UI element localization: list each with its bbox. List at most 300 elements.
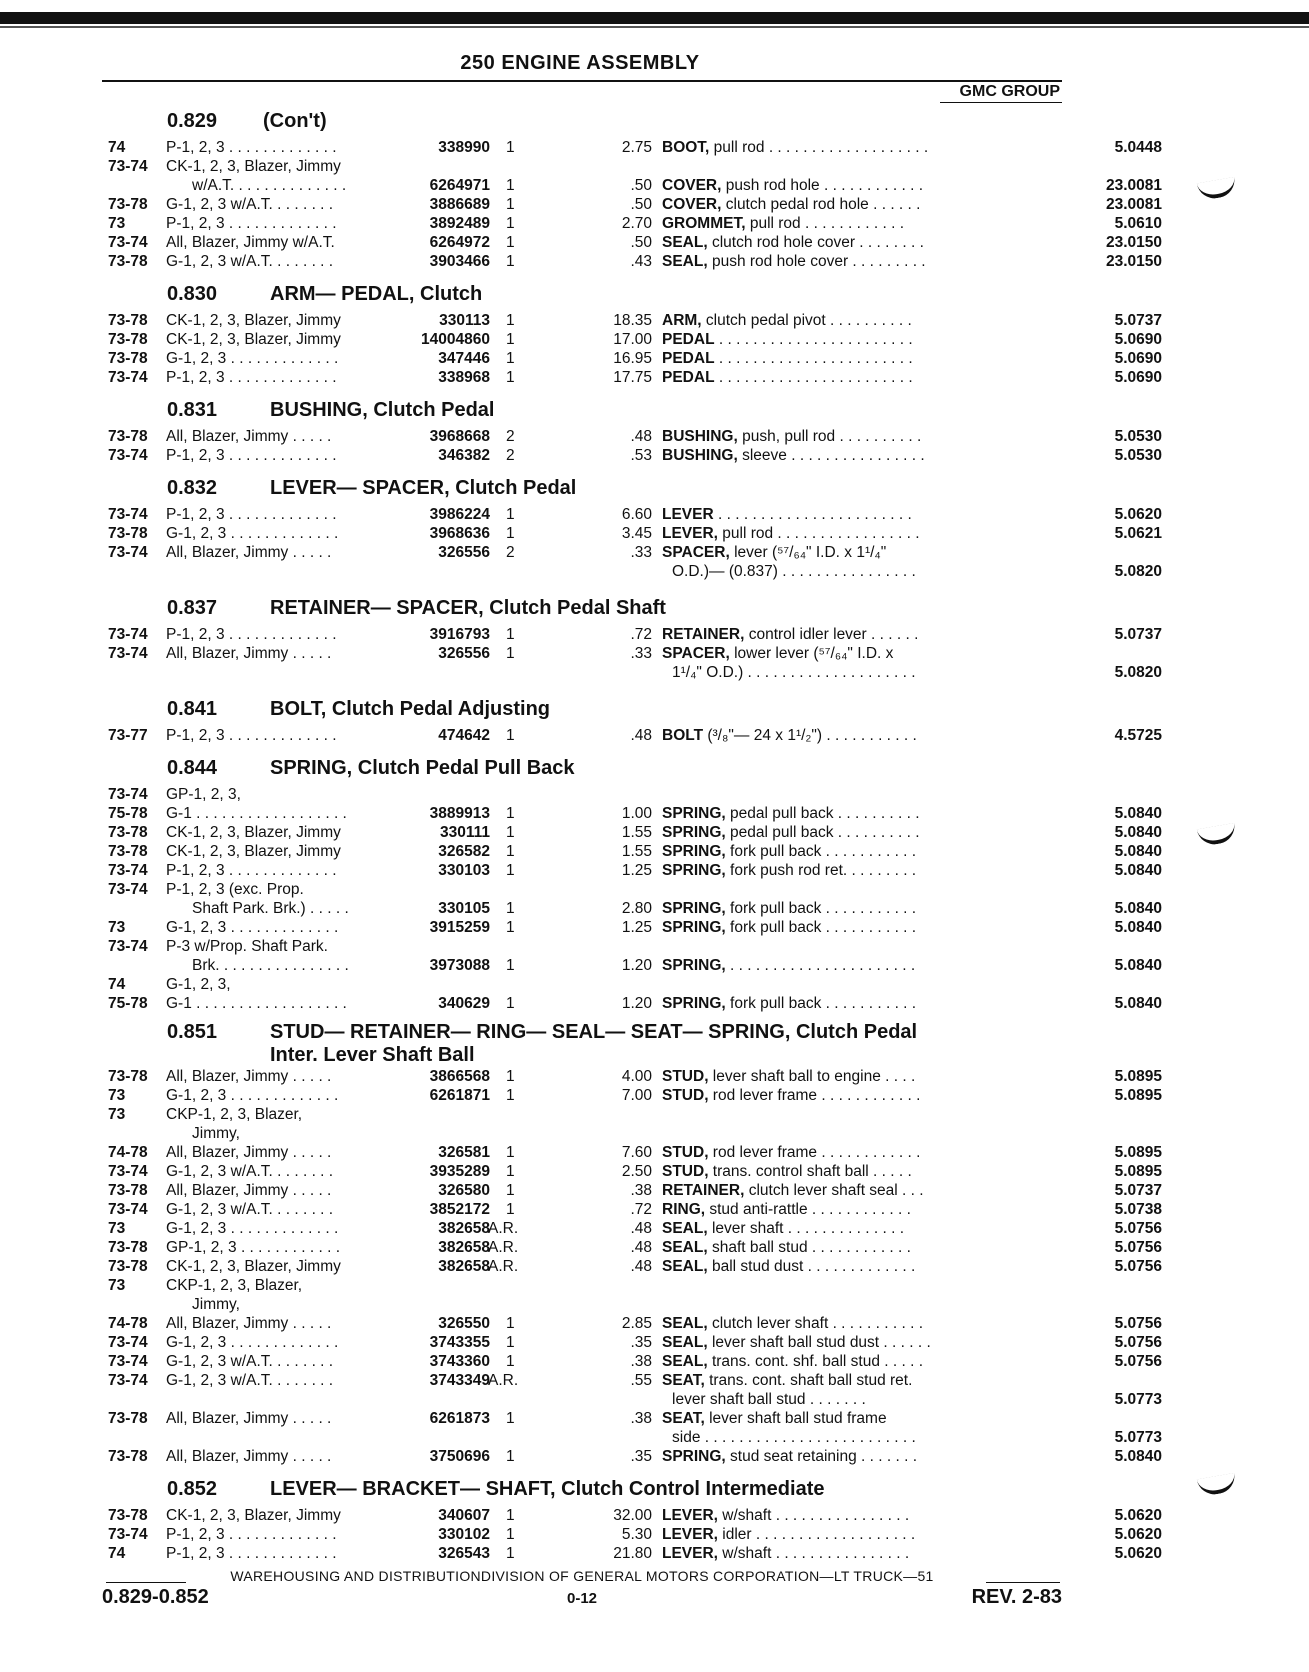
description-text: trans. cont. shaft ball stud ret.: [704, 1372, 913, 1389]
list-price: .48: [630, 1258, 652, 1275]
part-number: 330102: [438, 1526, 490, 1543]
part-number: 6264972: [429, 234, 490, 251]
part-keyword: RING,: [662, 1201, 706, 1218]
section-title: STUD— RETAINER— RING— SEAL— SEAT— SPRING, Clutch Pedal: [270, 1021, 918, 1043]
footer-group-range: 0.829-0.852: [102, 1586, 209, 1608]
part-keyword: SPRING,: [662, 824, 726, 841]
model-application: G-1, 2, 3 . . . . . . . . . . . . .: [166, 525, 339, 542]
part-row: [102, 1428, 1162, 1447]
part-description: [662, 368, 1058, 387]
gmc-group-number: 5.0840: [1114, 824, 1162, 841]
quantity: 2: [506, 447, 515, 464]
description-text: . . . . . . . . . . . . . . . . . . . . . . .: [713, 506, 912, 523]
list-price: .33: [630, 544, 652, 561]
part-description: [662, 1238, 1058, 1257]
model-years: 73-74: [108, 158, 148, 175]
model-application: Brk. . . . . . . . . . . . . . . .: [192, 957, 349, 974]
quantity: 1: [506, 1068, 515, 1085]
gmc-group-number: 5.0840: [1114, 862, 1162, 879]
quantity: A.R.: [488, 1258, 519, 1275]
list-price: 2.70: [621, 215, 652, 232]
description-text: clutch pedal rod hole . . . . . .: [721, 196, 921, 213]
model-years: 73-78: [108, 1410, 148, 1427]
gmc-group-number: 5.0756: [1114, 1334, 1162, 1351]
model-years: 73-78: [108, 1448, 148, 1465]
part-number: 330113: [439, 312, 490, 329]
quantity: 1: [506, 234, 515, 251]
part-row: [102, 1238, 1162, 1257]
section-header: [102, 277, 1082, 311]
model-years: 73: [108, 1106, 126, 1123]
part-row: [102, 1409, 1082, 1428]
section-title-continued: Inter. Lever Shaft Ball: [270, 1044, 475, 1066]
list-price: .43: [630, 253, 652, 270]
description-text: lower lever (⁵⁷/₆₄" I.D. x: [729, 645, 894, 662]
description-text: idler . . . . . . . . . . . . . . . . . . .: [717, 1526, 916, 1543]
part-keyword: ARM,: [662, 312, 702, 329]
part-row: [102, 937, 1082, 956]
list-price: .50: [630, 196, 652, 213]
gmc-group-number: 5.0756: [1114, 1239, 1162, 1256]
list-price: .48: [630, 428, 652, 445]
part-description: [662, 1525, 1058, 1544]
model-application: Jimmy,: [192, 1296, 240, 1313]
model-years: 73-74: [108, 1353, 148, 1370]
gmc-group-number: 5.0820: [1114, 664, 1162, 681]
model-application: All, Blazer, Jimmy . . . . .: [166, 1410, 332, 1427]
description-text: . . . . . . . . . . . . . . . . . . . . . . .: [714, 331, 913, 348]
section-header: [102, 1472, 1082, 1506]
part-keyword: SPRING,: [662, 957, 726, 974]
part-description: [672, 562, 1058, 581]
section-title: SPRING, Clutch Pedal Pull Back: [270, 757, 575, 779]
part-description: [662, 625, 1058, 644]
part-row: [102, 368, 1162, 387]
quantity: 1: [506, 177, 515, 194]
part-keyword: SEAT,: [662, 1410, 705, 1427]
quantity: 1: [506, 824, 515, 841]
part-row: [102, 918, 1162, 937]
description-text: fork pull back . . . . . . . . . . .: [725, 900, 917, 917]
part-row: [102, 1276, 1082, 1295]
gmc-group-number: 5.0690: [1114, 369, 1162, 386]
description-text: pull rod . . . . . . . . . . . .: [745, 215, 905, 232]
part-number: 3886689: [429, 196, 490, 213]
part-row: [102, 994, 1162, 1013]
part-number: 326543: [438, 1545, 490, 1562]
model-years: 73: [108, 1277, 126, 1294]
part-keyword: STUD,: [662, 1144, 709, 1161]
part-row: [102, 195, 1162, 214]
part-number: 14004860: [421, 331, 490, 348]
list-price: .38: [630, 1182, 652, 1199]
section-code: 0.830: [167, 283, 218, 305]
section-header: [102, 692, 1082, 726]
part-number: 3743349: [429, 1372, 490, 1389]
section-code: 0.831: [167, 399, 218, 421]
quantity: A.R.: [488, 1220, 519, 1237]
model-application: G-1 . . . . . . . . . . . . . . . . . .: [166, 995, 347, 1012]
gmc-group-number: 5.0737: [1114, 626, 1162, 643]
part-description: [662, 1143, 1058, 1162]
model-years: 73: [108, 215, 126, 232]
footer-revision: REV. 2-83: [971, 1586, 1062, 1608]
part-description: [662, 195, 1058, 214]
part-description: [662, 842, 1058, 861]
list-price: 1.25: [621, 862, 652, 879]
part-row: [102, 842, 1162, 861]
section-rows: [102, 311, 1162, 387]
model-application: G-1, 2, 3 . . . . . . . . . . . . .: [166, 350, 339, 367]
part-row: [102, 562, 1162, 581]
part-number: 326580: [438, 1182, 490, 1199]
model-application: P-1, 2, 3 . . . . . . . . . . . . .: [166, 862, 337, 879]
model-years: 73: [108, 1220, 126, 1237]
part-keyword: SPRING,: [662, 862, 726, 879]
gmc-group-number: 5.0621: [1114, 525, 1162, 542]
quantity: 1: [506, 1410, 515, 1427]
model-years: 73: [108, 1087, 126, 1104]
section-title: RETAINER— SPACER, Clutch Pedal Shaft: [270, 597, 666, 619]
part-description: [662, 311, 1058, 330]
part-row: [102, 1525, 1162, 1544]
model-years: 73-77: [108, 727, 148, 744]
model-application: P-1, 2, 3 . . . . . . . . . . . . .: [166, 1526, 337, 1543]
part-description: [662, 524, 1058, 543]
part-row: [102, 804, 1162, 823]
gmc-group-number: 5.0620: [1114, 506, 1162, 523]
description-text: sleeve . . . . . . . . . . . . . . . .: [737, 447, 925, 464]
part-description: [662, 138, 1058, 157]
model-application: P-3 w/Prop. Shaft Park.: [166, 938, 328, 955]
part-number: 3743360: [429, 1353, 490, 1370]
model-years: 73-78: [108, 525, 148, 542]
model-years: 73-74: [108, 645, 148, 662]
part-number: 3852172: [429, 1201, 490, 1218]
description-text: clutch lever shaft seal . . .: [744, 1182, 924, 1199]
description-text: lever (⁵⁷/₆₄" I.D. x 1¹/₄": [729, 544, 887, 561]
part-number: 338990: [438, 139, 490, 156]
part-description: [662, 804, 1058, 823]
part-keyword: SPRING,: [662, 900, 726, 917]
part-description: [662, 176, 1058, 195]
gmc-group-number: 5.0840: [1114, 805, 1162, 822]
part-description: [662, 543, 1058, 562]
gmc-group-number: 5.0840: [1114, 843, 1162, 860]
quantity: 1: [506, 645, 515, 662]
model-years: 73-74: [108, 1163, 148, 1180]
part-row: [102, 726, 1162, 745]
part-description: [662, 1257, 1058, 1276]
quantity: 1: [506, 626, 515, 643]
gmc-group-number: 5.0895: [1114, 1068, 1162, 1085]
part-description: [662, 330, 1058, 349]
model-years: 73-74: [108, 626, 148, 643]
quantity: 1: [506, 1353, 515, 1370]
list-price: .72: [630, 626, 652, 643]
part-row: [102, 1124, 1082, 1143]
section-rows: [102, 726, 1162, 745]
part-row: [102, 1257, 1162, 1276]
description-text: w/shaft . . . . . . . . . . . . . . . .: [717, 1507, 910, 1524]
page-title: 250 ENGINE ASSEMBLY: [460, 52, 700, 74]
gmc-group-number: 5.0530: [1114, 428, 1162, 445]
part-keyword: RETAINER,: [662, 1182, 745, 1199]
list-price: 1.20: [621, 957, 652, 974]
part-number: 338968: [438, 369, 490, 386]
part-description: [662, 994, 1058, 1013]
model-years: 73-78: [108, 1068, 148, 1085]
part-description: [662, 427, 1058, 446]
quantity: 1: [506, 1163, 515, 1180]
part-row: [102, 785, 1082, 804]
description-text: fork pull back . . . . . . . . . . .: [725, 843, 917, 860]
model-application: P-1, 2, 3 . . . . . . . . . . . . .: [166, 215, 337, 232]
part-number: 3866568: [429, 1068, 490, 1085]
part-row: [102, 214, 1162, 233]
description-text: stud seat retaining . . . . . . .: [725, 1448, 917, 1465]
part-keyword: LEVER,: [662, 525, 718, 542]
list-price: .50: [630, 234, 652, 251]
section-header: [102, 751, 1082, 785]
model-application: P-1, 2, 3 . . . . . . . . . . . . .: [166, 1545, 337, 1562]
section-code: 0.832: [167, 477, 218, 499]
part-keyword: SEAL,: [662, 1315, 708, 1332]
model-years: 75-78: [108, 805, 148, 822]
model-application: CK-1, 2, 3, Blazer, Jimmy: [166, 312, 341, 329]
list-price: 1.20: [621, 995, 652, 1012]
list-price: .33: [630, 645, 652, 662]
part-description: [662, 1181, 1058, 1200]
top-border-rule-thin: [0, 26, 1309, 28]
part-number: 326556: [438, 645, 490, 662]
description-text: rod lever frame . . . . . . . . . . . .: [708, 1144, 921, 1161]
model-application: CK-1, 2, 3, Blazer, Jimmy: [166, 158, 341, 175]
part-row: [102, 899, 1162, 918]
list-price: .35: [630, 1334, 652, 1351]
description-text: lever shaft . . . . . . . . . . . . . .: [707, 1220, 905, 1237]
part-description: [662, 233, 1058, 252]
part-description: [662, 956, 1058, 975]
part-keyword: COVER,: [662, 196, 722, 213]
quantity: 1: [506, 862, 515, 879]
section-header: [102, 393, 1082, 427]
part-number: 3750696: [429, 1448, 490, 1465]
part-keyword: COVER,: [662, 177, 722, 194]
model-years: 73-74: [108, 786, 148, 803]
quantity: 1: [506, 1334, 515, 1351]
description-text: fork pull back . . . . . . . . . . .: [725, 995, 917, 1012]
model-application: G-1, 2, 3,: [166, 976, 231, 993]
part-keyword: SPRING,: [662, 995, 726, 1012]
part-number: 340629: [438, 995, 490, 1012]
gmc-group-number: 5.0448: [1114, 139, 1162, 156]
part-keyword: SPACER,: [662, 544, 730, 561]
part-keyword: PEDAL: [662, 369, 715, 386]
description-text: rod lever frame . . . . . . . . . . . .: [708, 1087, 921, 1104]
description-text: push, pull rod . . . . . . . . . .: [737, 428, 922, 445]
description-text: clutch rod hole cover . . . . . . . .: [707, 234, 924, 251]
part-row: [102, 1143, 1162, 1162]
model-application: All, Blazer, Jimmy . . . . .: [166, 1144, 332, 1161]
section-header: [102, 471, 1082, 505]
gmc-group-rule: [940, 102, 1062, 103]
section-title: LEVER— BRACKET— SHAFT, Clutch Control Intermediate: [270, 1478, 825, 1500]
model-application: All, Blazer, Jimmy . . . . .: [166, 1448, 332, 1465]
part-keyword: SEAL,: [662, 1220, 708, 1237]
part-number: 3915259: [429, 919, 490, 936]
description-text: stud anti-rattle . . . . . . . . . . . .: [705, 1201, 911, 1218]
part-description: [662, 1086, 1058, 1105]
description-text: shaft ball stud . . . . . . . . . . . .: [707, 1239, 911, 1256]
part-number: 382658: [438, 1239, 490, 1256]
gmc-group-number: 5.0895: [1114, 1144, 1162, 1161]
part-keyword: LEVER,: [662, 1507, 718, 1524]
model-application: P-1, 2, 3 . . . . . . . . . . . . .: [166, 626, 337, 643]
model-years: 73-74: [108, 862, 148, 879]
model-application: G-1, 2, 3 . . . . . . . . . . . . .: [166, 919, 339, 936]
part-number: 3986224: [429, 506, 490, 523]
part-row: [102, 975, 1082, 994]
gmc-group-number: 5.0738: [1114, 1201, 1162, 1218]
part-row: [102, 1067, 1162, 1086]
section-code: 0.852: [167, 1478, 218, 1500]
quantity: 1: [506, 727, 515, 744]
model-years: 74-78: [108, 1144, 148, 1161]
list-price: 16.95: [613, 350, 652, 367]
part-description: [662, 918, 1058, 937]
description-text: O.D.)— (0.837) . . . . . . . . . . . . . . . .: [672, 563, 916, 580]
model-application: All, Blazer, Jimmy . . . . .: [166, 1182, 332, 1199]
model-years: 73-74: [108, 506, 148, 523]
model-years: 73-74: [108, 369, 148, 386]
quantity: 1: [506, 995, 515, 1012]
part-keyword: LEVER,: [662, 1526, 718, 1543]
binder-mark: [1197, 1473, 1238, 1497]
part-number: 347446: [438, 350, 490, 367]
model-application: GP-1, 2, 3 . . . . . . . . . . . .: [166, 1239, 340, 1256]
gmc-group-number: 23.0150: [1105, 253, 1162, 270]
quantity: 1: [506, 350, 515, 367]
section-title: LEVER— SPACER, Clutch Pedal: [270, 477, 577, 499]
part-row: [102, 1447, 1162, 1466]
list-price: .38: [630, 1353, 652, 1370]
model-application: G-1, 2, 3 w/A.T. . . . . . . .: [166, 253, 334, 270]
part-number: 330111: [439, 824, 490, 841]
model-application: GP-1, 2, 3,: [166, 786, 241, 803]
part-row: [102, 1544, 1162, 1563]
part-row: [102, 233, 1162, 252]
model-application: P-1, 2, 3 . . . . . . . . . . . . .: [166, 506, 337, 523]
model-application: CK-1, 2, 3, Blazer, Jimmy: [166, 1258, 341, 1275]
description-text: clutch lever shaft . . . . . . . . . . .: [707, 1315, 924, 1332]
quantity: 1: [506, 506, 515, 523]
description-text: fork pull back . . . . . . . . . . .: [725, 919, 917, 936]
list-price: 4.00: [621, 1068, 652, 1085]
part-row: [102, 252, 1162, 271]
list-price: .50: [630, 177, 652, 194]
part-number: 382658: [438, 1220, 490, 1237]
model-application: G-1, 2, 3 . . . . . . . . . . . . .: [166, 1334, 339, 1351]
model-application: CKP-1, 2, 3, Blazer,: [166, 1277, 303, 1294]
gmc-group-number: 5.0840: [1114, 1448, 1162, 1465]
model-years: 73-78: [108, 1239, 148, 1256]
description-text: lever shaft ball stud . . . . . . .: [672, 1391, 866, 1408]
quantity: A.R.: [488, 1239, 519, 1256]
part-keyword: RETAINER,: [662, 626, 745, 643]
quantity: 1: [506, 196, 515, 213]
model-years: 74: [108, 976, 126, 993]
list-price: 1.25: [621, 919, 652, 936]
part-number: 3916793: [429, 626, 490, 643]
part-description: [662, 1067, 1058, 1086]
model-application: P-1, 2, 3 . . . . . . . . . . . . .: [166, 369, 337, 386]
part-keyword: BUSHING,: [662, 428, 738, 445]
gmc-group-number: 5.0773: [1114, 1391, 1162, 1408]
list-price: 17.75: [613, 369, 652, 386]
gmc-group-number: 5.0690: [1114, 350, 1162, 367]
part-number: 3968668: [429, 428, 490, 445]
list-price: 6.60: [621, 506, 652, 523]
part-number: 3889913: [429, 805, 490, 822]
list-price: .48: [630, 1239, 652, 1256]
part-description: [662, 1506, 1058, 1525]
quantity: 1: [506, 1201, 515, 1218]
section-code: 0.837: [167, 597, 218, 619]
part-row: [102, 1333, 1162, 1352]
part-row: [102, 1219, 1162, 1238]
footer-rule-right: [986, 1582, 1060, 1583]
model-application: G-1 . . . . . . . . . . . . . . . . . .: [166, 805, 347, 822]
title-rule: [102, 80, 1062, 82]
model-years: 73-74: [108, 881, 148, 898]
list-price: 1.55: [621, 824, 652, 841]
quantity: 1: [506, 1507, 515, 1524]
part-row: [102, 1295, 1082, 1314]
gmc-group-number: 4.5725: [1114, 727, 1162, 744]
part-row: [102, 176, 1162, 195]
list-price: 2.50: [621, 1163, 652, 1180]
gmc-group-number: 5.0737: [1114, 312, 1162, 329]
description-text: lever shaft ball stud dust . . . . . .: [707, 1334, 931, 1351]
model-application: Jimmy,: [192, 1125, 240, 1142]
part-keyword: BOLT: [662, 727, 704, 744]
part-keyword: SEAL,: [662, 1353, 708, 1370]
part-description: [662, 1352, 1058, 1371]
description-text: ball stud dust . . . . . . . . . . . . .: [707, 1258, 916, 1275]
part-description: [662, 1162, 1058, 1181]
quantity: 1: [506, 331, 515, 348]
gmc-group-number: 5.0895: [1114, 1087, 1162, 1104]
gmc-group-number: 5.0620: [1114, 1526, 1162, 1543]
section-title: BUSHING, Clutch Pedal: [270, 399, 495, 421]
section-header: [102, 104, 1082, 138]
model-application: All, Blazer, Jimmy . . . . .: [166, 1068, 332, 1085]
part-description: [662, 349, 1058, 368]
quantity: 1: [506, 369, 515, 386]
description-text: . . . . . . . . . . . . . . . . . . . . . . .: [714, 369, 913, 386]
gmc-group-number: 5.0895: [1114, 1163, 1162, 1180]
gmc-group-number: 5.0840: [1114, 919, 1162, 936]
quantity: 1: [506, 957, 515, 974]
model-years: 73-78: [108, 824, 148, 841]
description-text: pull rod . . . . . . . . . . . . . . . . . . .: [709, 139, 929, 156]
gmc-group-number: 5.0756: [1114, 1258, 1162, 1275]
model-application: G-1, 2, 3 w/A.T. . . . . . . .: [166, 1372, 334, 1389]
footer-publisher: WAREHOUSING AND DISTRIBUTIONDIVISION OF GENERAL MOTORS CORPORATION—LT TRUCK—51: [230, 1568, 934, 1584]
part-number: 6261871: [429, 1087, 490, 1104]
quantity: 1: [506, 525, 515, 542]
